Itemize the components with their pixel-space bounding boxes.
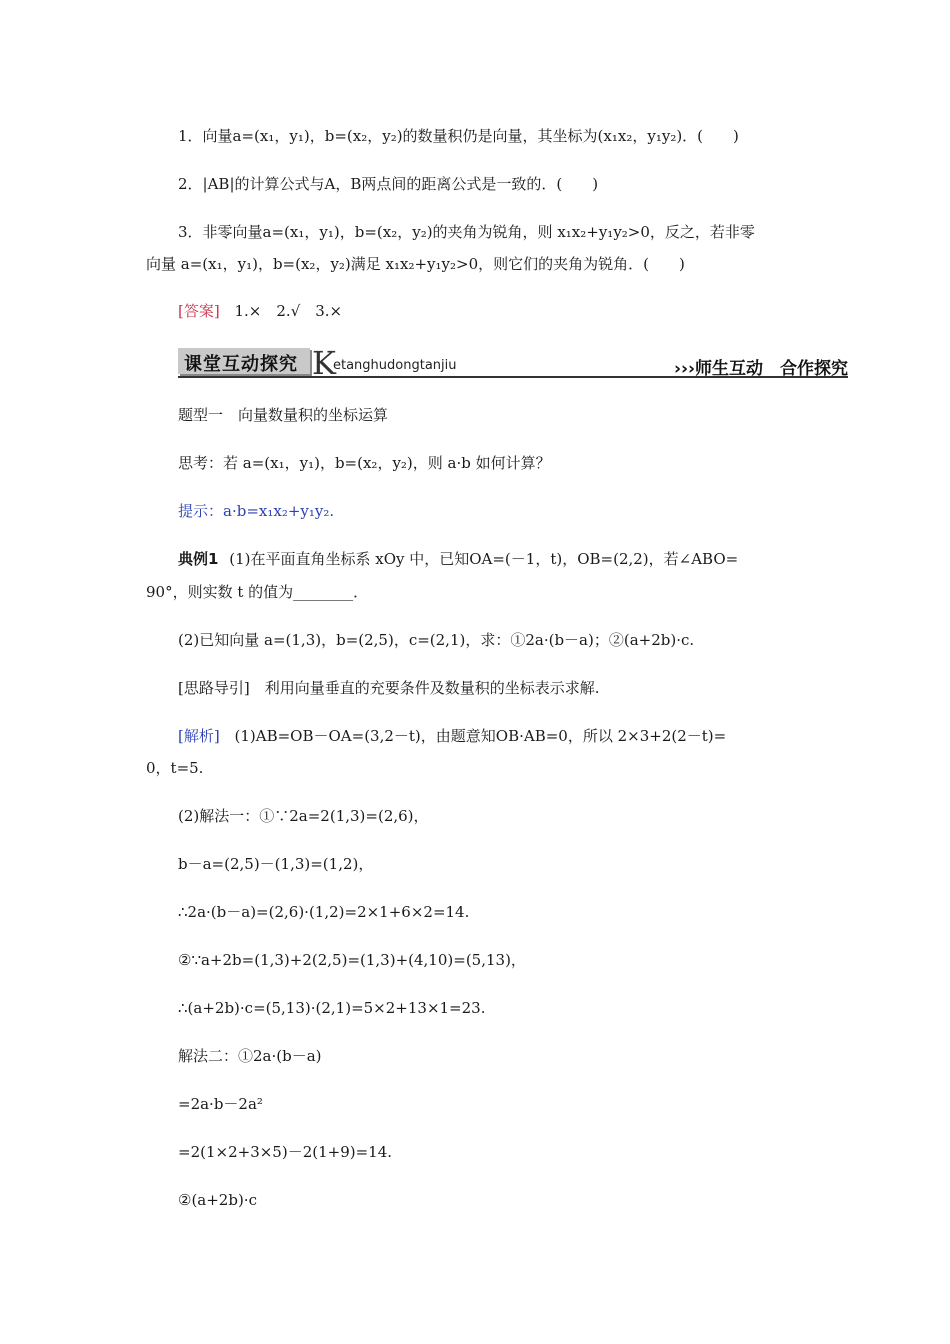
analysis-step-7: 解法二：①2a·(b－a) bbox=[178, 1047, 322, 1065]
example-line-2: 90°，则实数 t 的值为________． bbox=[146, 583, 369, 601]
question-2: 2．|AB|的计算公式与A，B两点间的距离公式是一致的．( ) bbox=[178, 175, 599, 193]
analysis-step-1a: (1)AB=OB－OA=(3,2－t)，由题意知OB·AB=0，所以 2×3+2(2－t)= bbox=[234, 727, 727, 745]
answer-line bbox=[178, 301, 342, 321]
analysis-step-3: b－a=(2,5)－(1,3)=(1,2)， bbox=[178, 855, 374, 873]
banner-initial: K bbox=[312, 344, 336, 382]
analysis-line-1 bbox=[178, 726, 726, 746]
analysis-step-5: ②∵a+2b=(1,3)+2(2,5)=(1,3)+(4,10)=(5,13)， bbox=[178, 951, 526, 969]
answer-text: 1.× 2.√ 3.× bbox=[234, 302, 343, 320]
example-part-2: (2)已知向量 a=(1,3)，b=(2,5)，c=(2,1)，求：①2a·(b－a)；②(a+2b)·c. bbox=[178, 631, 695, 649]
section-banner bbox=[178, 346, 848, 380]
analysis-step-8: =2a·b－2a² bbox=[178, 1095, 263, 1113]
analysis-step-4: ∴2a·(b－a)=(2,6)·(1,2)=2×1+6×2=14. bbox=[178, 903, 470, 921]
guide-line: [思路导引] 利用向量垂直的充要条件及数量积的坐标表示求解. bbox=[178, 679, 600, 697]
hint-line: 提示：a·b=x₁x₂+y₁y₂. bbox=[178, 502, 335, 520]
analysis-step-6: ∴(a+2b)·c=(5,13)·(2,1)=5×2+13×1=23. bbox=[178, 999, 486, 1017]
example-badge: 典例1 bbox=[178, 550, 219, 568]
banner-title: 课堂互动探究 bbox=[184, 354, 298, 375]
question-3-line-2: 向量 a=(x₁，y₁)，b=(x₂，y₂)满足 x₁x₂+y₁y₂>0，则它们的夹角为锐角．( ) bbox=[146, 255, 685, 273]
banner-pinyin: etanghudongtanjiu bbox=[333, 358, 457, 373]
banner-right-text: ›››师生互动 合作探究 bbox=[673, 359, 848, 379]
example-line-1 bbox=[178, 549, 738, 569]
banner-title-box bbox=[178, 348, 310, 374]
analysis-step-2: (2)解法一：①∵2a=2(1,3)=(2,6)， bbox=[178, 807, 429, 825]
example-part-1a: (1)在平面直角坐标系 xOy 中，已知OA=(－1，t)，OB=(2,2)，若∠ABO= bbox=[229, 550, 739, 568]
type-title: 题型一 向量数量积的坐标运算 bbox=[178, 406, 389, 424]
analysis-step-9: =2(1×2+3×5)－2(1+9)=14. bbox=[178, 1143, 393, 1161]
analysis-step-1b: 0，t=5. bbox=[146, 759, 204, 777]
think-line: 思考：若 a=(x₁，y₁)，b=(x₂，y₂)，则 a·b 如何计算？ bbox=[178, 454, 551, 472]
question-3-line-1: 3．非零向量a=(x₁，y₁)，b=(x₂，y₂)的夹角为锐角，则 x₁x₂+y₁y₂>0，反之，若非零 bbox=[178, 223, 755, 241]
analysis-step-10: ②(a+2b)·c bbox=[178, 1191, 257, 1209]
question-1: 1．向量a=(x₁，y₁)，b=(x₂，y₂)的数量积仍是向量，其坐标为(x₁x₂，y₁y₂)．( ) bbox=[178, 127, 739, 145]
analysis-label: [解析] bbox=[178, 727, 220, 745]
answer-label: [答案] bbox=[178, 302, 220, 320]
